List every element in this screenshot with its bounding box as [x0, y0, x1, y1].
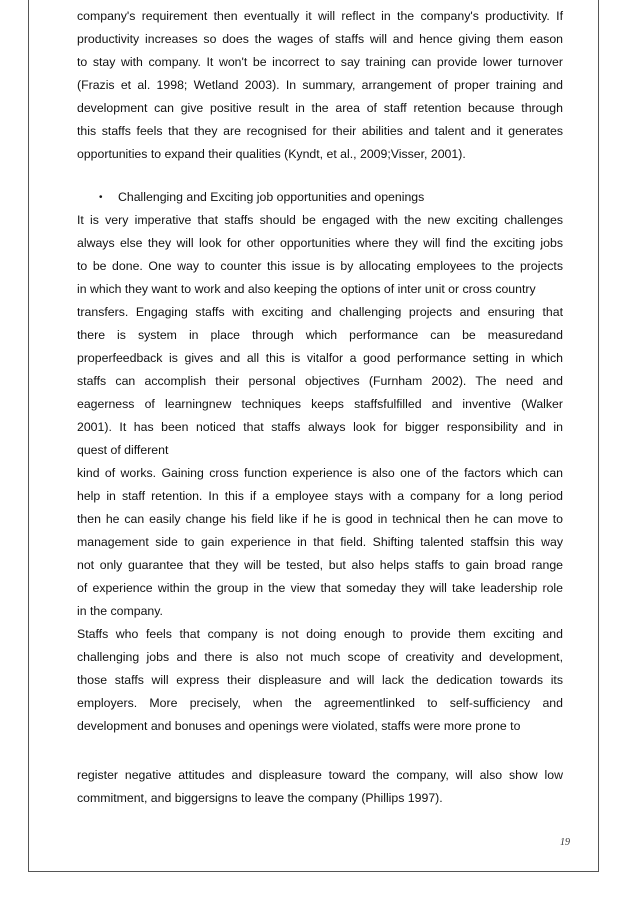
text-line: to stay with company. It won't be incorrect to say training can provide lower turnover: [77, 55, 563, 69]
text-line: transfers. Engaging staffs with exciting and challenging projects and ensuring that: [77, 305, 563, 319]
text-line: development can give positive result in the area of staff retention because through: [77, 101, 563, 115]
text-line: of experience within the group in the view that someday they will take leadership role: [77, 581, 563, 595]
page-number: 19: [560, 837, 570, 848]
text-line: those staffs will express their displeasure and will lack the dedication towards its: [77, 673, 563, 687]
text-line: challenging jobs and there is also not much scope of creativity and development,: [77, 650, 563, 664]
text-line: 2001). It has been noticed that staffs always look for bigger responsibility and in: [77, 420, 563, 434]
bullet-icon: •: [99, 192, 103, 203]
text-line: register negative attitudes and displeasure toward the company, will also show low: [77, 768, 563, 782]
text-line: Staffs who feels that company is not doing enough to provide them exciting and: [77, 627, 563, 641]
text-line: properfeedback is gives and all this is vitalfor a good performance setting in which: [77, 351, 563, 365]
text-line: there is system in place through which performance can be measuredand: [77, 328, 563, 342]
text-line: company's requirement then eventually it will reflect in the company's productivity. If: [77, 9, 563, 23]
text-line: kind of works. Gaining cross function experience is also one of the factors which can: [77, 466, 563, 480]
text-line: to be done. One way to counter this issue is by allocating employees to the projects: [77, 259, 563, 273]
section-heading: Challenging and Exciting job opportunities and openings: [118, 190, 425, 204]
text-line: management side to gain experience in that field. Shifting talented staffsin this way: [77, 535, 563, 549]
text-line: (Frazis et al. 1998; Wetland 2003). In summary, arrangement of proper training and: [77, 78, 563, 92]
text-line: in the company.: [77, 604, 163, 618]
text-line: eagerness of learningnew techniques keeps staffsfulfilled and inventive (Walker: [77, 397, 563, 411]
text-line: development and bonuses and openings were violated, staffs were more prone to: [77, 719, 521, 733]
text-line: in which they want to work and also keeping the options of inter unit or cross country: [77, 282, 536, 296]
text-line: help in staff retention. In this if a employee stays with a company for a long period: [77, 489, 563, 503]
bullet-item: [77, 186, 563, 209]
text-line: employers. More precisely, when the agreementlinked to self-sufficiency and: [77, 696, 563, 710]
text-line: always else they will look for other opportunities where they will find the exciting jobs: [77, 236, 563, 250]
text-line: not only guarantee that they will be tested, but also helps staffs to gain broad range: [77, 558, 563, 572]
text-line: quest of different: [77, 443, 169, 457]
text-line: opportunities to expand their qualities (Kyndt, et al., 2009;Visser, 2001).: [77, 147, 466, 161]
document-body: [77, 5, 563, 810]
text-line: then he can easily change his field like if he is good in technical then he can move to: [77, 512, 563, 526]
text-line: commitment, and biggersigns to leave the company (Phillips 1997).: [77, 791, 443, 805]
text-line: this staffs feels that they are recognised for their abilities and talent and it generates: [77, 124, 563, 138]
text-line: It is very imperative that staffs should be engaged with the new exciting challenges: [77, 213, 563, 227]
text-line: productivity increases so does the wages of staffs will and hence giving them eason: [77, 32, 563, 46]
text-line: staffs can accomplish their personal objectives (Furnham 2002). The need and: [77, 374, 563, 388]
